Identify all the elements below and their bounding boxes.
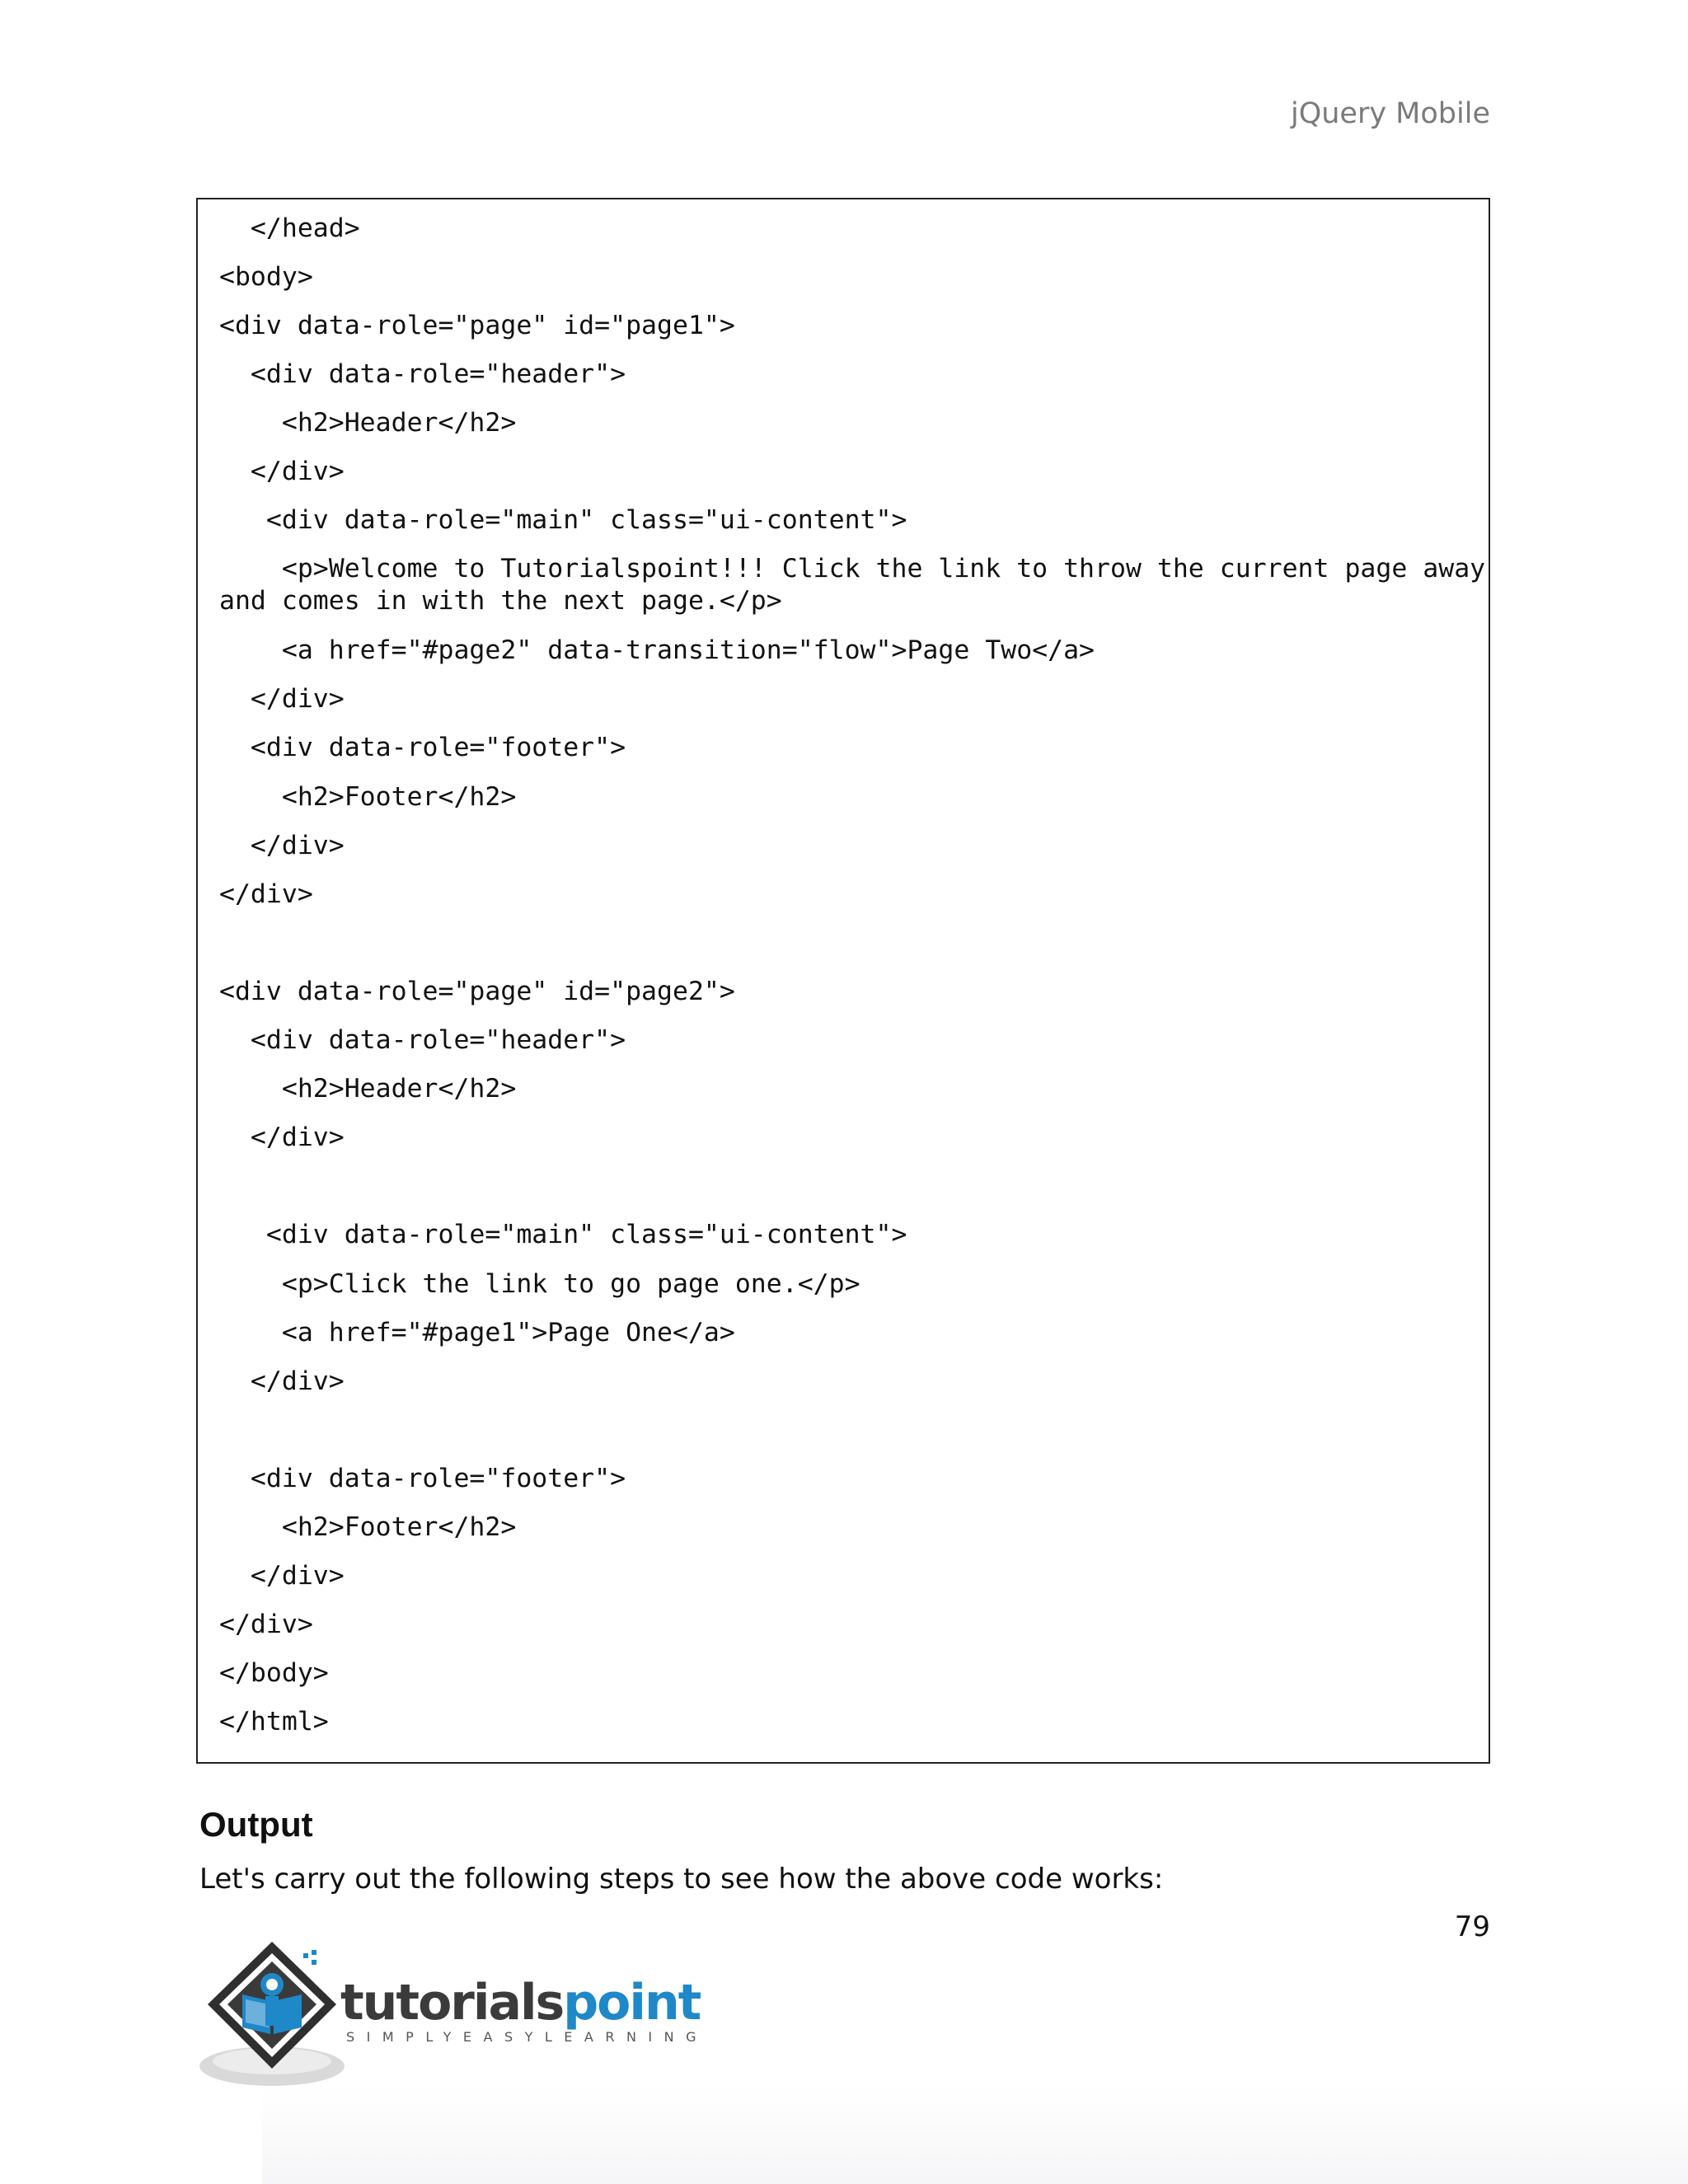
code-line: </div>: [219, 831, 345, 860]
code-line: <div data-role="footer">: [219, 733, 626, 762]
code-line: </div>: [219, 1610, 313, 1639]
logo-wordmark: [340, 1974, 701, 2032]
code-line: <div data-role="main" class="ui-content">: [219, 505, 907, 535]
code-line: <div data-role="header">: [219, 1025, 626, 1055]
code-line: </div>: [219, 1122, 345, 1152]
logo-word-point: point: [563, 1974, 701, 2032]
code-line: <p>Click the link to go page one.</p>: [219, 1269, 860, 1299]
code-line: </body>: [219, 1658, 329, 1688]
code-line: <div data-role="page" id="page1">: [219, 311, 735, 340]
footer-shade: [262, 2085, 1688, 2184]
page-number: 79: [1454, 1910, 1490, 1943]
code-line: <div data-role="main" class="ui-content">: [219, 1220, 907, 1249]
code-line: <p>Welcome to Tutorialspoint!!! Click the link to throw the current page away: [219, 554, 1486, 583]
section-heading: Output: [199, 1805, 313, 1844]
code-block: [196, 198, 1490, 1764]
code-line: <div data-role="footer">: [219, 1464, 626, 1493]
code-line: <a href="#page2" data-transition="flow">Page Two</a>: [219, 635, 1095, 665]
code-line: <a href="#page1">Page One</a>: [219, 1318, 735, 1347]
code-line: </div>: [219, 1366, 345, 1396]
code-line: </html>: [219, 1707, 329, 1736]
running-header-title: jQuery Mobile: [1290, 97, 1490, 130]
code-line: <h2>Header</h2>: [219, 408, 517, 438]
logo-tagline: SIMPLYEASYLEARNING: [346, 2029, 709, 2045]
section-intro-text: Let's carry out the following steps to see how the above code works:: [199, 1863, 1164, 1896]
code-line: <div data-role="page" id="page2">: [219, 977, 735, 1006]
code-line: </div>: [219, 457, 345, 486]
code-line: </head>: [219, 213, 360, 243]
tutorialspoint-logo: [196, 1937, 709, 2093]
code-line: </div>: [219, 684, 345, 714]
code-line: and comes in with the next page.</p>: [219, 586, 782, 616]
code-line: <div data-role="header">: [219, 359, 626, 389]
code-line: </div>: [219, 1561, 345, 1591]
code-line: <body>: [219, 262, 313, 292]
code-line: <h2>Header</h2>: [219, 1074, 517, 1104]
code-line: </div>: [219, 879, 313, 909]
code-line: <h2>Footer</h2>: [219, 782, 517, 812]
logo-word-tutorials: tutorials: [340, 1974, 564, 2032]
code-line: <h2>Footer</h2>: [219, 1512, 517, 1542]
logo-diamond-icon: [196, 1937, 345, 2093]
